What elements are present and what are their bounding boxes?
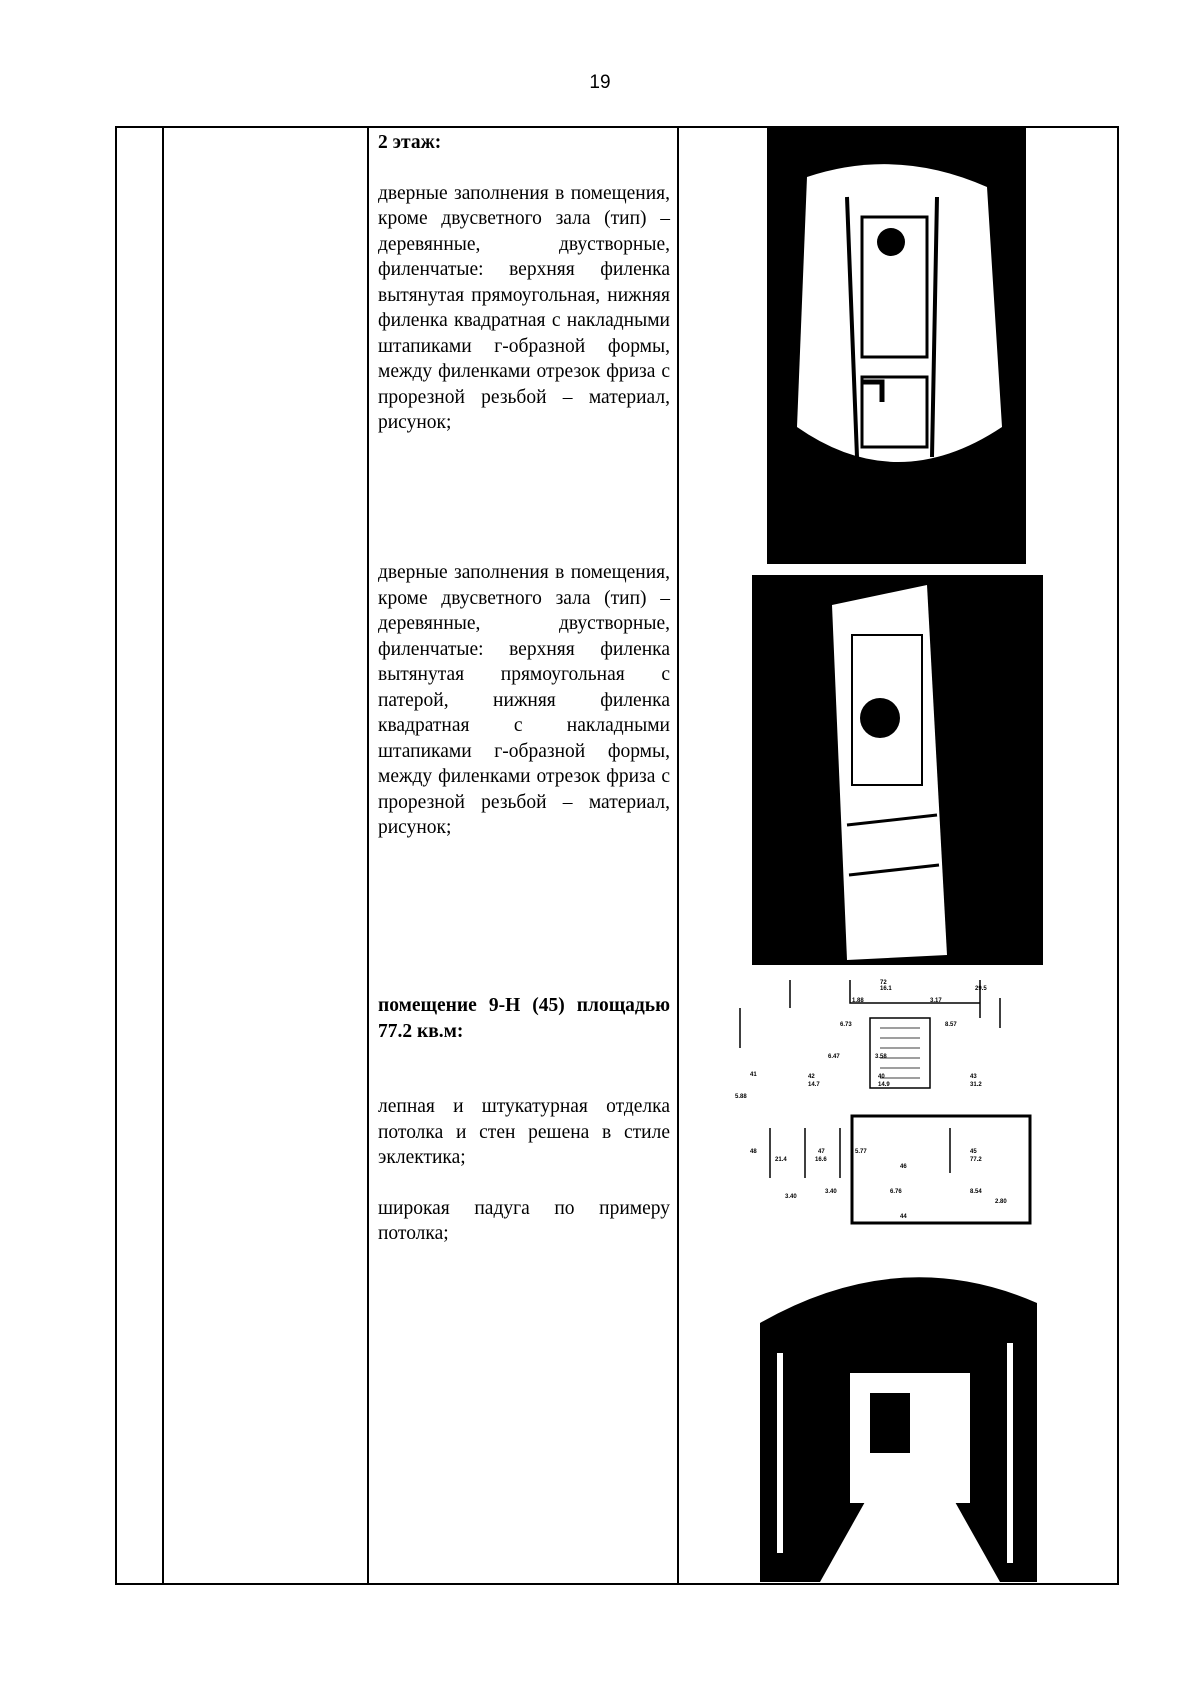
plan-label: 3.58 [875,1054,887,1060]
plan-label: 43 [970,1074,977,1080]
description-block-1 [378,130,670,436]
plan-label: 1.88 [852,998,864,1004]
plan-label: 45 [970,1149,977,1155]
plan-label: 31.2 [970,1082,982,1088]
door-photo-2 [752,575,1043,965]
plan-label: 6.47 [828,1054,840,1060]
interior-photo [760,1233,1037,1582]
door-description-2: дверные заполнения в помещения, кроме двусветного зала (тип) – деревянные, двустворные, филенчатые: верхняя филенка вытянутая прямоугольная с патерой, нижняя филенка квадратная с накладными штапиками г-образной формы, между филенками отрезок фриза с прорезной резьбой – материал, рисунок; [378,562,670,838]
page-number: 19 [589,72,611,93]
plan-label: 5.88 [735,1094,747,1100]
padug-description: широкая падуга по примеру потолка; [378,1197,670,1244]
plan-label: 21.4 [775,1157,787,1163]
floor-heading: 2 этаж: [378,132,442,153]
plan-label: 6.73 [840,1022,852,1028]
plan-label: 3.40 [825,1189,837,1195]
door-photo-1 [767,127,1026,564]
plan-label: 72 [880,980,887,986]
highlighted-room-frame [852,1116,1030,1223]
plan-label: 46 [900,1164,907,1170]
plan-label: 3.17 [930,998,942,1004]
plan-label: 8.57 [945,1022,957,1028]
plan-label: 2.80 [995,1199,1007,1205]
plan-label: 41 [750,1072,757,1078]
plan-label: 47 [818,1149,825,1155]
plan-label: 42 [808,1074,815,1080]
plan-label: 8.54 [970,1189,982,1195]
plan-label: 6.76 [890,1189,902,1195]
ornament-description: лепная и штукатурная отделка потолка и стен решена в стиле эклектика; [378,1096,670,1168]
description-block-3 [378,993,670,1247]
door-description-1: дверные заполнения в помещения, кроме двусветного зала (тип) – деревянные, двустворные, филенчатые: верхняя филенка вытянутая прямоугольная, нижняя филенка квадратная с накладными штапиками г-образной формы, между филенками отрезок фриза с прорезной резьбой – материал, рисунок; [378,182,670,433]
column-divider-3 [677,128,679,1583]
plan-label: 3.40 [785,1194,797,1200]
floor-plan [730,978,1040,1228]
plan-label: 48 [750,1149,757,1155]
plan-label: 16.1 [880,986,892,992]
plan-label: 29.5 [975,986,987,992]
column-divider-1 [162,128,164,1583]
description-block-2 [378,560,670,841]
plan-label: 16.6 [815,1157,827,1163]
plan-label: 77.2 [970,1157,982,1163]
plan-label: 40 [878,1074,885,1080]
plan-label: 14.7 [808,1082,820,1088]
plan-label: 44 [900,1214,907,1220]
plan-label: 14.9 [878,1082,890,1088]
column-divider-2 [367,128,369,1583]
room-heading: помещение 9-Н (45) площадью 77.2 кв.м: [378,995,670,1042]
plan-label: 5.77 [855,1149,867,1155]
